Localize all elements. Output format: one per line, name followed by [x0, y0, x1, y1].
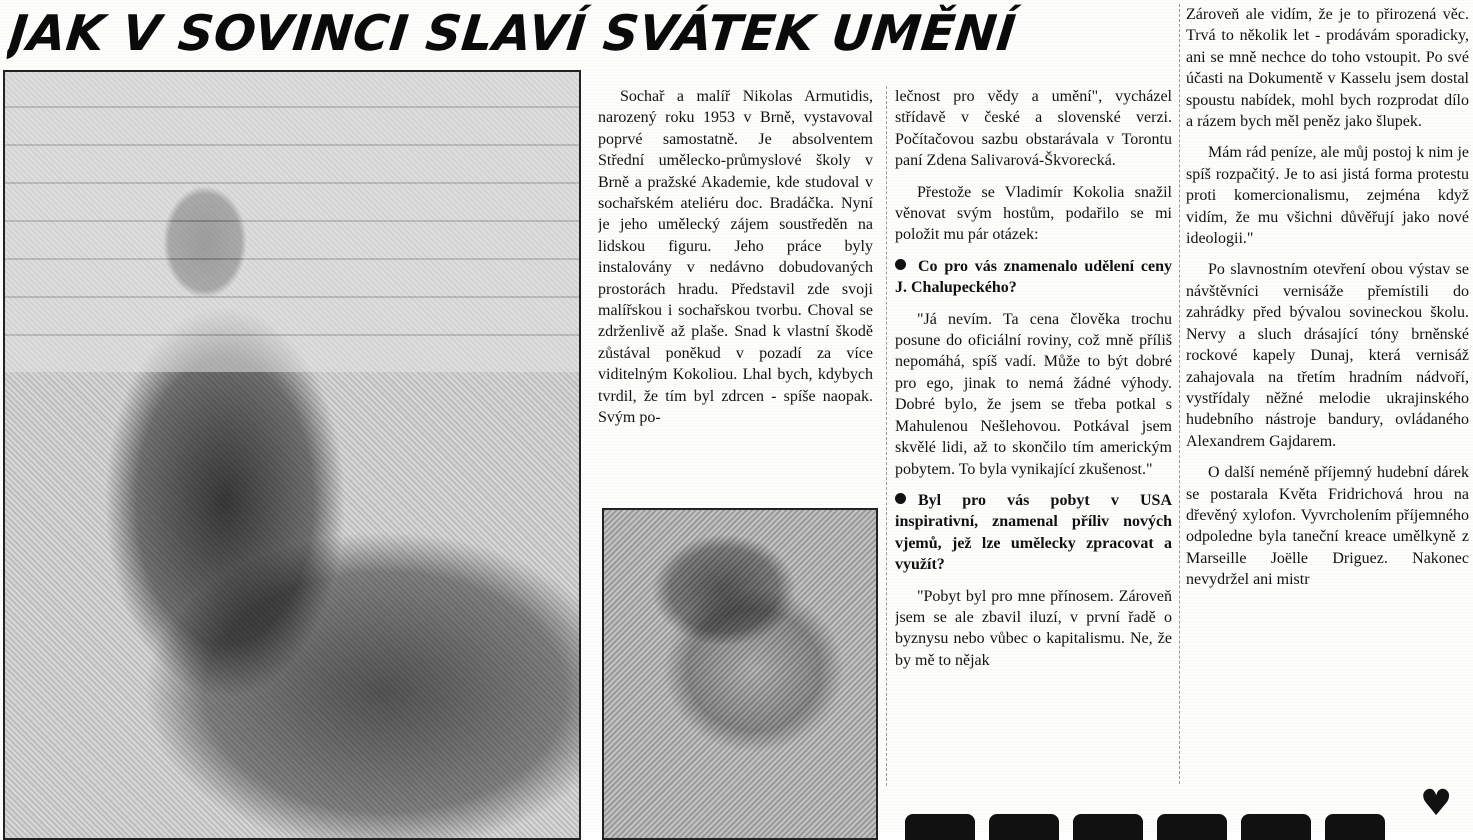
interview-question — [895, 256, 1172, 299]
text-column-1 — [598, 86, 873, 496]
paragraph: Zároveň ale vidím, že je to přirozená věc. Trvá to několik let - prodávám sporadicky, ani se mně nechce do toho vstoupit. Po své účasti na Dokumentě v Kasselu jsem dostal spoustu nabídek, mohl bych rozprodat dílo a rázem bych měl peněz jako šlupek. — [1186, 6, 1469, 131]
photo-portrait — [602, 508, 878, 840]
paragraph: lečnost pro vědy a umění", vycházel střídavě v české a slovenské verzi. Počítačovou sazbu obstarávala v Torontu paní Zdena Salivarová-Škvorecká. — [895, 88, 1172, 170]
paragraph: Přestože se Vladimír Kokolia snažil věnovat svým hostům, podařilo se mi položit mu pár otázek: — [895, 183, 1172, 244]
question-text: Byl pro vás pobyt v USA inspirativní, znamenal příliv nových vjemů, jež lze umělecky zpracovat a využít? — [895, 491, 1172, 574]
text-column-2 — [895, 86, 1172, 776]
interview-answer: "Já nevím. Ta cena člověka trochu posune do oficiální roviny, což mně příliš nepomáhá, spíš vadí. Může to být dobré pro ego, jinak to nemá žádné výhody. Dobré bylo, že jsem se třeba potkal s Mahulenou Nešlehovou. Potkával jsem skvělé lidi, až to skončilo tím americkým pobytem. To byla vynikající zkušenost." — [895, 310, 1172, 478]
headline-letter-shape — [1241, 814, 1311, 840]
text-column-3 — [1186, 4, 1469, 779]
headline-letter-shape — [905, 814, 975, 840]
article-headline: JAK V SOVINCI SLAVÍ SVÁTEK UMĚNÍ — [6, 5, 1019, 62]
interview-answer: "Pobyt byl pro mne přínosem. Zároveň jsem se ale zbavil iluzí, v první řadě o byznysu nebo vůbec o kapitalismu. Ne, že by mě to nějak — [895, 587, 1172, 669]
photo-stone-wall — [5, 72, 579, 372]
headline-letter-shape — [1325, 814, 1385, 840]
headline-letter-shape — [989, 814, 1059, 840]
photo-artist-seated — [3, 70, 581, 840]
column-divider — [886, 86, 887, 786]
interview-question — [895, 490, 1172, 576]
paragraph: Mám rád peníze, ale můj postoj k nim je spíš rozpačitý. Je to asi jistá forma protestu proti komercionalismu, zejména když vidím, že mu všichni důvěřují jako nové ideologii." — [1186, 144, 1469, 248]
paragraph: O další neméně příjemný hudební dárek se postarala Květa Fridrichová hrou na dřevěný xylofon. Vyvrcholením příjemného odpoledne byla taneční kreace umělkyně z Marseille Joëlle Driguez. Nakonec nevydržel ani mistr — [1186, 464, 1469, 589]
paragraph: Po slavnostním otevření obou výstav se návštěvníci vernisáže přemístili do zahrádky před bývalou sovineckou školu. Nervy a sluch drásající tóny brněnské rockové kapely Dunaj, která vernisáž zahajovala na třetím hradním nádvoří, vystřídaly něžné melodie ukrajinského hudebního nástroje bandury, ovládaného Alexandrem Gajdarem. — [1186, 261, 1469, 450]
column-divider — [1179, 4, 1180, 784]
bullet-icon — [895, 493, 906, 504]
headline-letter-shape — [1073, 814, 1143, 840]
heart-icon: ♥ — [1420, 783, 1453, 824]
question-text: Co pro vás znamenalo udělení ceny J. Chalupeckého? — [895, 257, 1172, 297]
next-article-headline-cropped — [905, 800, 1405, 840]
headline-letter-shape — [1157, 814, 1227, 840]
bullet-icon — [895, 259, 906, 270]
paragraph: Sochař a malíř Nikolas Armutidis, narozený roku 1953 v Brně, vystavoval poprvé samostatně. Je absolventem Střední umělecko-průmyslové školy v Brně a pražské Akademie, kde studoval v sochařském ateliéru doc. Bradáčka. Nyní je jeho umělecký zájem soustředěn na lidskou figuru. Jeho práce byly instalovány v nedávno dobudovaných prostorách hradu. Představil zde svoji malířskou i sochařskou tvorbu. Choval se zdrženlivě až plaše. Snad k vlastní škodě zůstával poněkud v pozadí za více viditelným Kokoliou. Lhal bych, kdybych tvrdil, že tím byl zdrcen - spíše naopak. Svým po- — [598, 88, 873, 427]
